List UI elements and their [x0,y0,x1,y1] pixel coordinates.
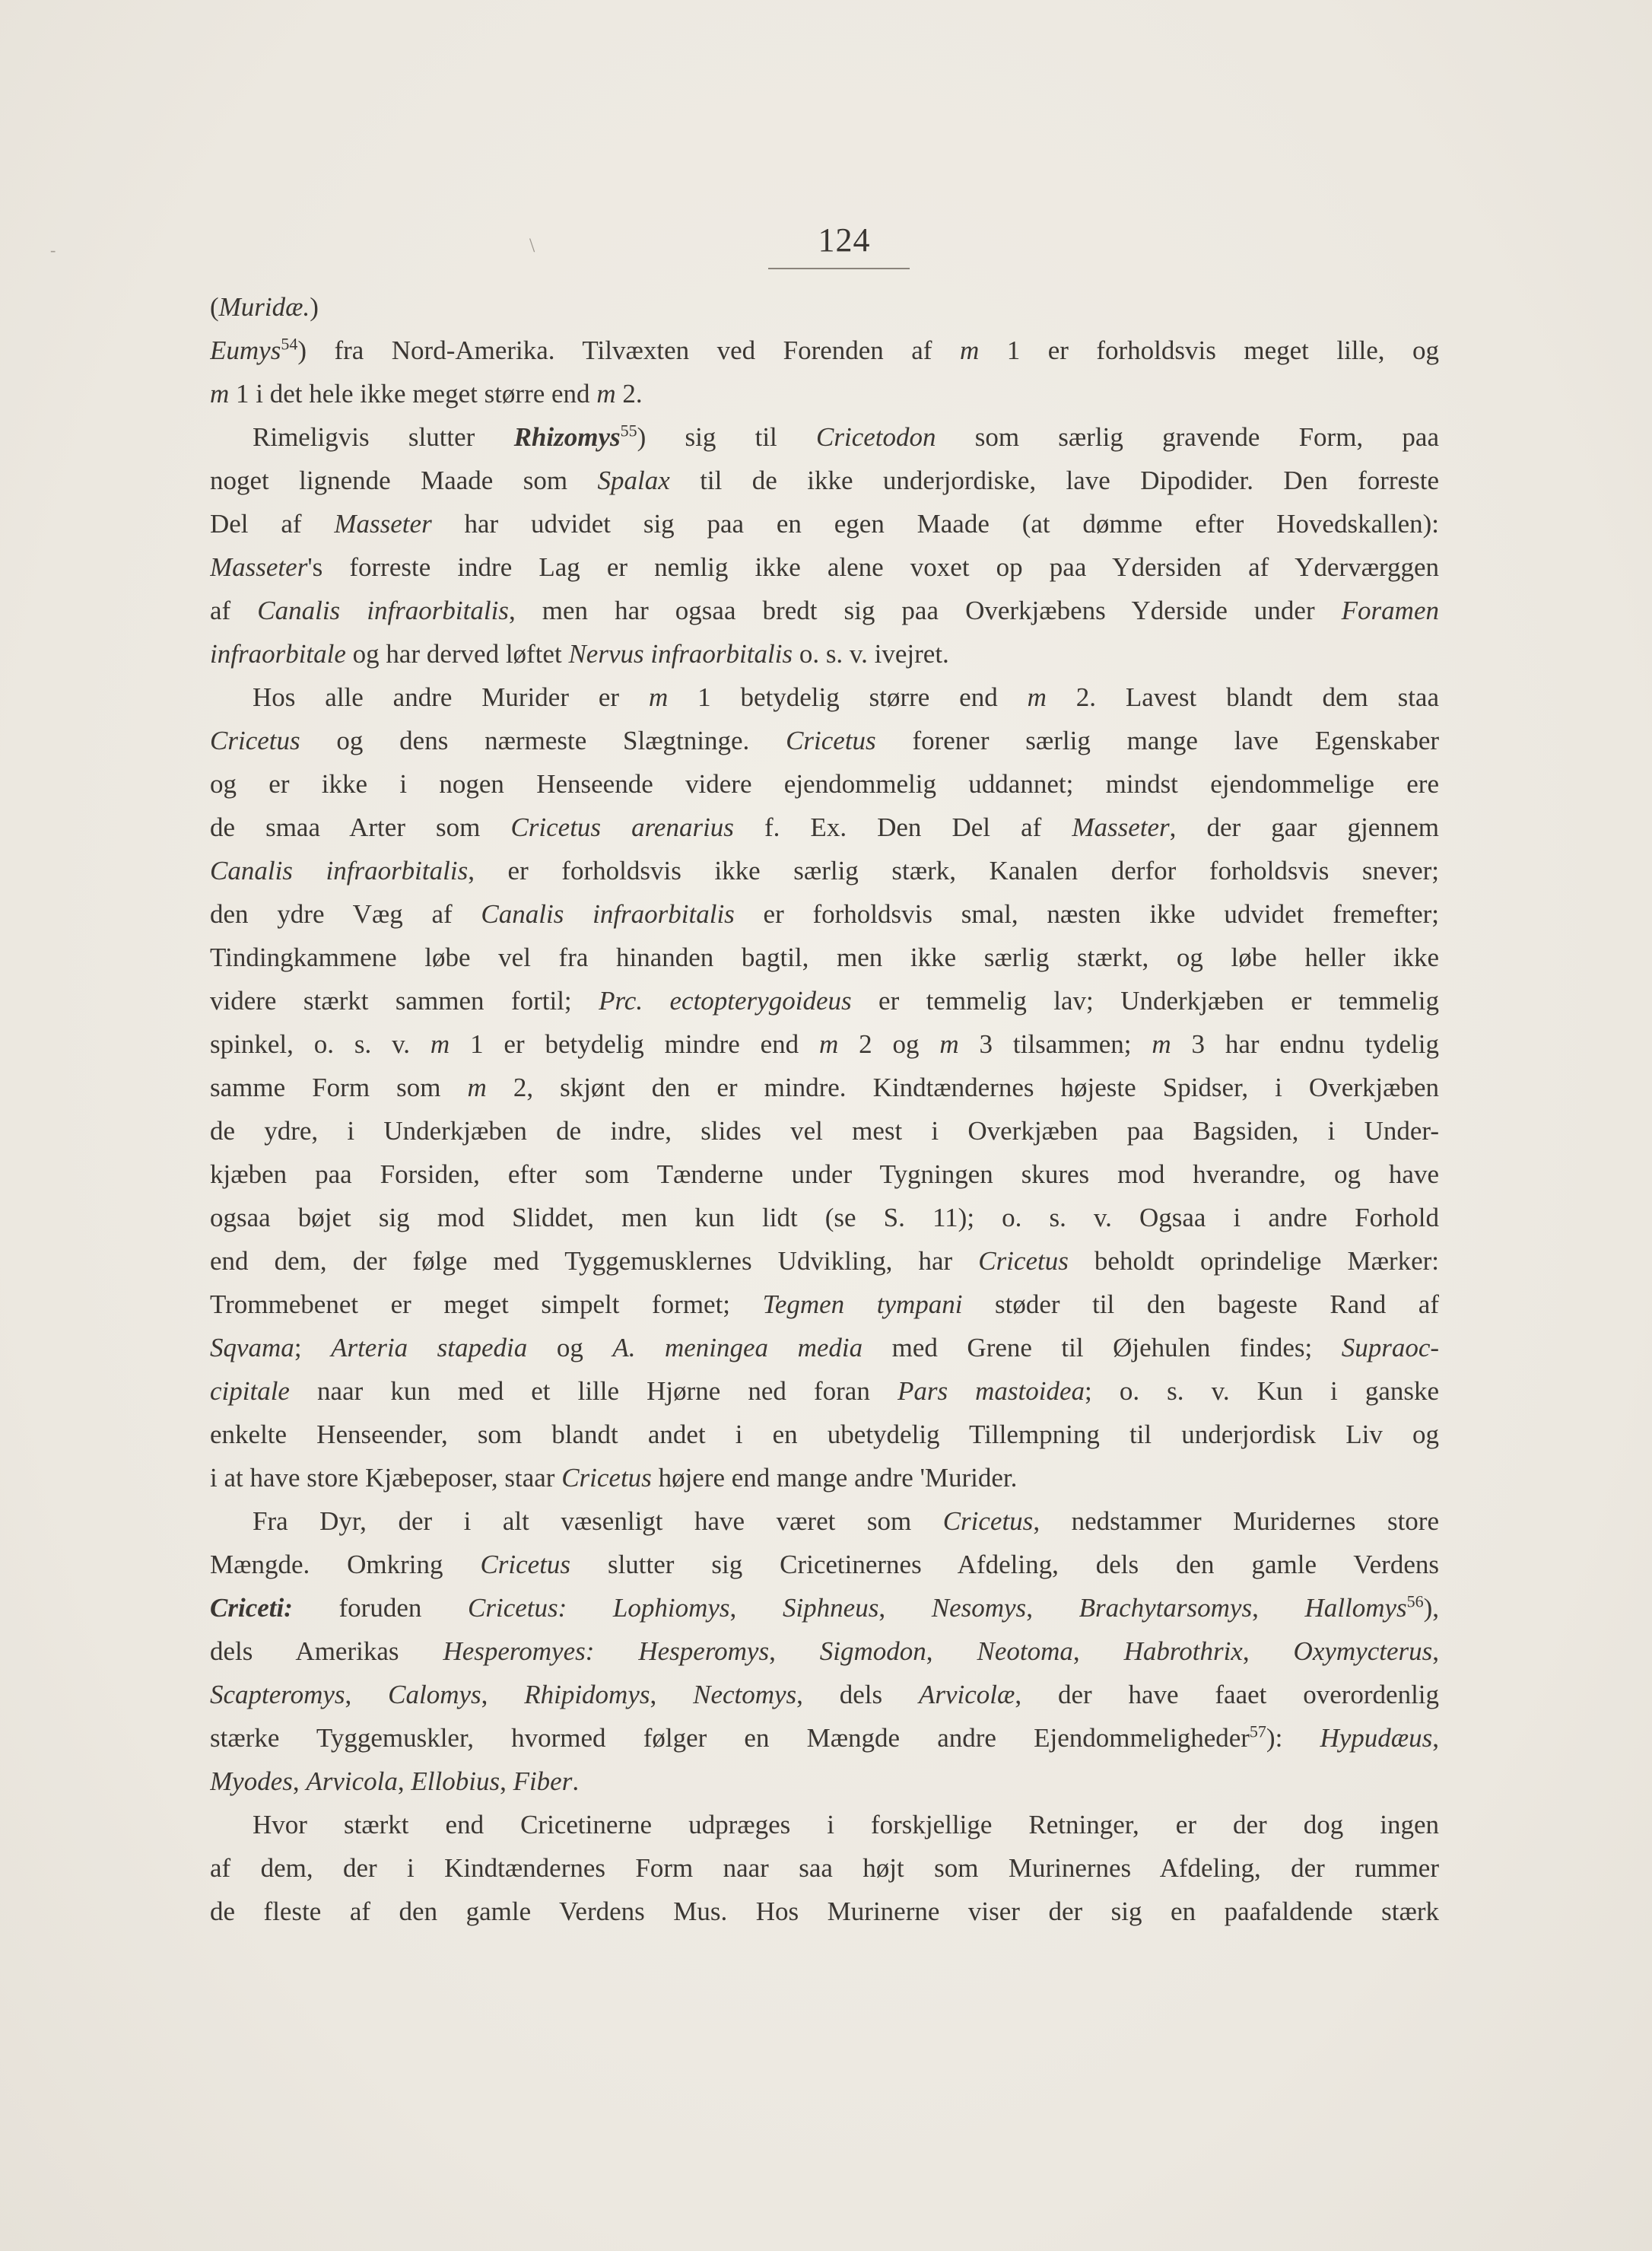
italic-term: Cricetodon [816,422,936,452]
text-run: 3 tilsammen; [958,1029,1152,1059]
text-line [210,719,1439,762]
italic-term: Cricetus [561,1463,652,1493]
italic-term: Pars mastoidea [897,1376,1085,1406]
italic-term: m [959,335,980,365]
italic-term: Siphneus [782,1593,879,1623]
text-run: noget lignende Maade som [210,466,598,495]
text-run: er temmelig lav; Underkjæben er temmelig [851,986,1439,1016]
text-run: af dem, der i Kindtændernes Form naar saa højt som Murinernes Afdeling, der rummer [210,1853,1439,1883]
text-run: Hvor stærkt end Cricetinerne udpræges i forskjellige Retninger, er der dog ingen [253,1810,1439,1839]
text-run: , [292,1766,307,1796]
text-run: spinkel, o. s. v. [210,1029,430,1059]
text-run: Rimeligvis slutter [253,422,514,452]
italic-term: Muridæ. [218,292,310,322]
italic-term: Canalis infraorbitalis [481,899,735,929]
page-number-rule [768,268,910,269]
text-run: , [1252,1593,1305,1623]
italic-term: infraorbitale [210,639,346,669]
italic-term: Masseter [334,509,432,539]
text-run: enkelte Henseender, som blandt andet i en ubetydelig Tillempning til underjordisk Liv og [210,1420,1439,1449]
italic-term: Fiber [513,1766,573,1796]
text-line [210,1499,1439,1543]
footnote-reference: 54 [281,334,298,354]
text-run: 2, skjønt den er mindre. Kindtændernes højeste Spidser, i Overkjæben [486,1073,1439,1102]
text-run: og dens nærmeste Slægtninge. [300,726,786,755]
italic-term: Oxymycterus [1293,1636,1433,1666]
text-line [210,676,1439,719]
text-run: , [345,1680,389,1709]
text-run: , [481,1680,525,1709]
text-run: Tindingkammene løbe vel fra hinanden bagtil, men ikke særlig stærkt, og løbe heller ikke [210,943,1439,972]
text-run: , [1432,1723,1439,1753]
text-run: , [729,1593,783,1623]
italic-term: Foramen [1341,596,1439,625]
text-run: , dels [796,1680,919,1709]
italic-term: Rhipidomys [524,1680,650,1709]
text-run: stærke Tyggemuskler, hvormed følger en Mængde andre Ejendommeligheder [210,1723,1250,1753]
italic-term: Cricetus [942,1506,1034,1536]
italic-term: Eumys [210,335,281,365]
text-line [210,1629,1439,1673]
text-line [210,1153,1439,1196]
text-run: af [210,596,258,625]
text-run: , der gaar gjennem [1169,812,1439,842]
text-run: , nedstammer Muridernes store [1033,1506,1439,1536]
italic-term: Habrothrix [1123,1636,1243,1666]
italic-term: Myodes [210,1766,293,1796]
text-run: Mængde. Omkring [210,1550,481,1579]
text-run: . [572,1766,580,1796]
text-line [210,1890,1439,1933]
text-run: 1 i det hele ikke meget større end [229,379,597,409]
text-run: til de ikke underjordiske, lave Dipodider. Den forreste [669,466,1439,495]
italic-term: Canalis infraorbitalis [210,856,469,885]
text-line [210,1196,1439,1239]
italic-term: Tegmen tympani [762,1289,963,1319]
text-run: videre stærkt sammen fortil; [210,986,599,1016]
italic-term: Cricetus: Lophiomys [468,1593,730,1623]
bold-italic-term: Criceti: [210,1593,293,1623]
text-line [210,1586,1439,1629]
text-line [210,285,1439,329]
text-run: f. Ex. Den Del af [733,812,1072,842]
italic-term: m [1152,1029,1171,1059]
italic-term: cipitale [210,1376,290,1406]
text-run: 2 og [838,1029,940,1059]
text-line [210,372,1439,415]
text-line [210,415,1439,459]
text-run: , [1026,1593,1079,1623]
text-run: , [1432,1636,1439,1666]
stray-ink-mark: \ [529,234,535,256]
text-run: støder til den bageste Rand af [962,1289,1439,1319]
text-run: ), [1423,1593,1439,1623]
text-run: forener særlig mange lave Egenskaber [875,726,1439,755]
text-run: o. s. v. ivejret. [793,639,949,669]
italic-term: Spalax [597,466,670,495]
text-run: ) sig til [637,422,816,452]
text-run: de ydre, i Underkjæben de indre, slides vel mest i Overkjæben paa Bagsiden, i Under- [210,1116,1439,1146]
text-line [210,849,1439,892]
italic-term: m [939,1029,959,1059]
body-text [210,285,1439,1933]
italic-term: Masseter [210,552,308,582]
text-run: , [650,1680,694,1709]
page-edge-mark: - [50,240,56,259]
italic-term: Sigmodon [819,1636,926,1666]
italic-term: Supraoc- [1341,1333,1439,1362]
text-line [210,632,1439,676]
text-run: , [769,1636,820,1666]
text-run: Del af [210,509,335,539]
italic-term: Sqvama [210,1333,294,1362]
italic-term: Cricetus arenarius [510,812,734,842]
italic-term: Brachytarsomys [1079,1593,1253,1623]
italic-term: A. meningea media [612,1333,863,1362]
italic-term: Canalis infraorbitalis [257,596,509,625]
text-run: , [1242,1636,1294,1666]
text-line [210,1283,1439,1326]
text-line [210,1413,1439,1456]
text-run: ogsaa bøjet sig mod Sliddet, men kun lidt (se S. 11); o. s. v. Ogsaa i andre Forhold [210,1203,1439,1232]
italic-term: Nervus infraorbitalis [568,639,793,669]
text-line [210,1239,1439,1283]
text-run: slutter sig Cricetinernes Afdeling, dels den gamle Verdens [570,1550,1439,1579]
italic-term: Nesomys [931,1593,1027,1623]
text-run: 1 betydelig større end [668,682,1028,712]
text-run: de fleste af den gamle Verdens Mus. Hos Murinerne viser der sig en paafaldende stærk [210,1896,1439,1926]
italic-term: Neotoma [977,1636,1073,1666]
text-run: har udvidet sig paa en egen Maade (at dømme efter Hovedskallen): [431,509,1439,539]
text-run: ): [1266,1723,1320,1753]
text-run: 's forreste indre Lag er nemlig ikke alene voxet op paa Ydersiden af Yderværggen [307,552,1439,582]
text-run: de smaa Arter som [210,812,511,842]
text-run: , [500,1766,513,1796]
text-run: ) fra Nord-Amerika. Tilvæxten ved Forenden af [297,335,960,365]
text-run: naar kun med et lille Hjørne ned foran [289,1376,897,1406]
text-run: 1 er forholdsvis meget lille, og [979,335,1439,365]
text-run: samme Form som [210,1073,468,1102]
footnote-reference: 56 [1406,1591,1424,1611]
text-line [210,589,1439,632]
text-line [210,329,1439,372]
text-line [210,459,1439,502]
text-run [594,1636,638,1666]
italic-term: Cricetus [480,1550,571,1579]
text-line [210,936,1439,979]
italic-term: Calomys [388,1680,481,1709]
bold-italic-term: Rhizomys [513,422,621,452]
italic-term: m [210,379,230,409]
italic-term: Nectomys [693,1680,797,1709]
text-run: , men har ogsaa bredt sig paa Overkjæbens Yderside under [508,596,1342,625]
text-line [210,545,1439,589]
text-line [210,1109,1439,1153]
italic-term: m [648,682,669,712]
text-line [210,1369,1439,1413]
text-run: Hos alle andre Murider er [253,682,649,712]
text-line [210,1716,1439,1760]
italic-term: m [819,1029,839,1059]
text-line [210,1846,1439,1890]
italic-term: m [467,1073,487,1102]
text-run: ( [210,292,219,322]
text-run: højere end mange andre 'Murider. [651,1463,1018,1493]
italic-term: Cricetus [210,726,300,755]
text-run: foruden [292,1593,469,1623]
text-line [210,1803,1439,1846]
text-line [210,1673,1439,1716]
italic-term: Arvicolæ [918,1680,1015,1709]
text-line [210,806,1439,849]
italic-term: Masseter [1072,812,1170,842]
italic-term: Hesperomyes: [443,1636,595,1666]
italic-term: Arteria stapedia [331,1333,528,1362]
text-run: som særlig gravende Form, paa [936,422,1439,452]
italic-term: Hesperomys [638,1636,770,1666]
text-run: ; [294,1333,332,1362]
text-run: , [397,1766,411,1796]
text-run: med Grene til Øjehulen findes; [863,1333,1342,1362]
italic-term: Ellobius [411,1766,500,1796]
italic-term: m [430,1029,450,1059]
text-run: 1 er betydelig mindre end [450,1029,820,1059]
page-number: 124 [818,221,871,259]
text-run: Trommebenet er meget simpelt formet; [210,1289,763,1319]
text-line [210,502,1439,545]
text-run: , [1072,1636,1124,1666]
text-run: i at have store Kjæbeposer, staar [210,1463,562,1493]
italic-term: m [596,379,616,409]
footnote-reference: 57 [1249,1722,1266,1741]
text-line [210,762,1439,806]
text-run: kjæben paa Forsiden, efter som Tænderne under Tygningen skures mod hverandre, og have [210,1159,1439,1189]
text-run: , er forholdsvis ikke særlig stærk, Kanalen derfor forholdsvis snever; [468,856,1439,885]
text-line [210,1022,1439,1066]
text-run: dels Amerikas [210,1636,443,1666]
italic-term: Hallomys [1304,1593,1407,1623]
text-run: , [926,1636,977,1666]
text-run: den ydre Væg af [210,899,481,929]
text-line [210,1543,1439,1586]
text-run: , [878,1593,932,1623]
text-run: ) [310,292,319,322]
footnote-reference: 55 [620,421,637,440]
text-line [210,1066,1439,1109]
text-run: end dem, der følge med Tyggemusklernes Udvikling, har [210,1246,979,1276]
text-run: 2. [615,379,643,409]
text-line [210,1760,1439,1803]
italic-term: Cricetus [978,1246,1069,1276]
text-run: og er ikke i nogen Henseende videre ejendommelig uddannet; mindst ejendommelige ere [210,769,1439,799]
italic-term: m [1027,682,1047,712]
text-run: , der have faaet overordenlig [1015,1680,1439,1709]
italic-term: Scapteromys [210,1680,345,1709]
text-run: ; o. s. v. Kun i ganske [1085,1376,1439,1406]
text-run: beholdt oprindelige Mærker: [1068,1246,1439,1276]
text-line [210,892,1439,936]
text-run: og har derved løftet [345,639,569,669]
text-run: 2. Lavest blandt dem staa [1046,682,1439,712]
text-line [210,1326,1439,1369]
italic-term: Cricetus [786,726,876,755]
italic-term: Hypudæus [1320,1723,1433,1753]
italic-term: Prc. ectopterygoideus [599,986,852,1016]
text-run: og [527,1333,613,1362]
text-line [210,979,1439,1022]
text-run: Fra Dyr, der i alt væsenligt have været som [253,1506,943,1536]
text-line [210,1456,1439,1499]
italic-term: Arvicola [306,1766,398,1796]
text-run: 3 har endnu tydelig [1171,1029,1439,1059]
text-run: er forholdsvis smal, næsten ikke udvidet fremefter; [734,899,1439,929]
